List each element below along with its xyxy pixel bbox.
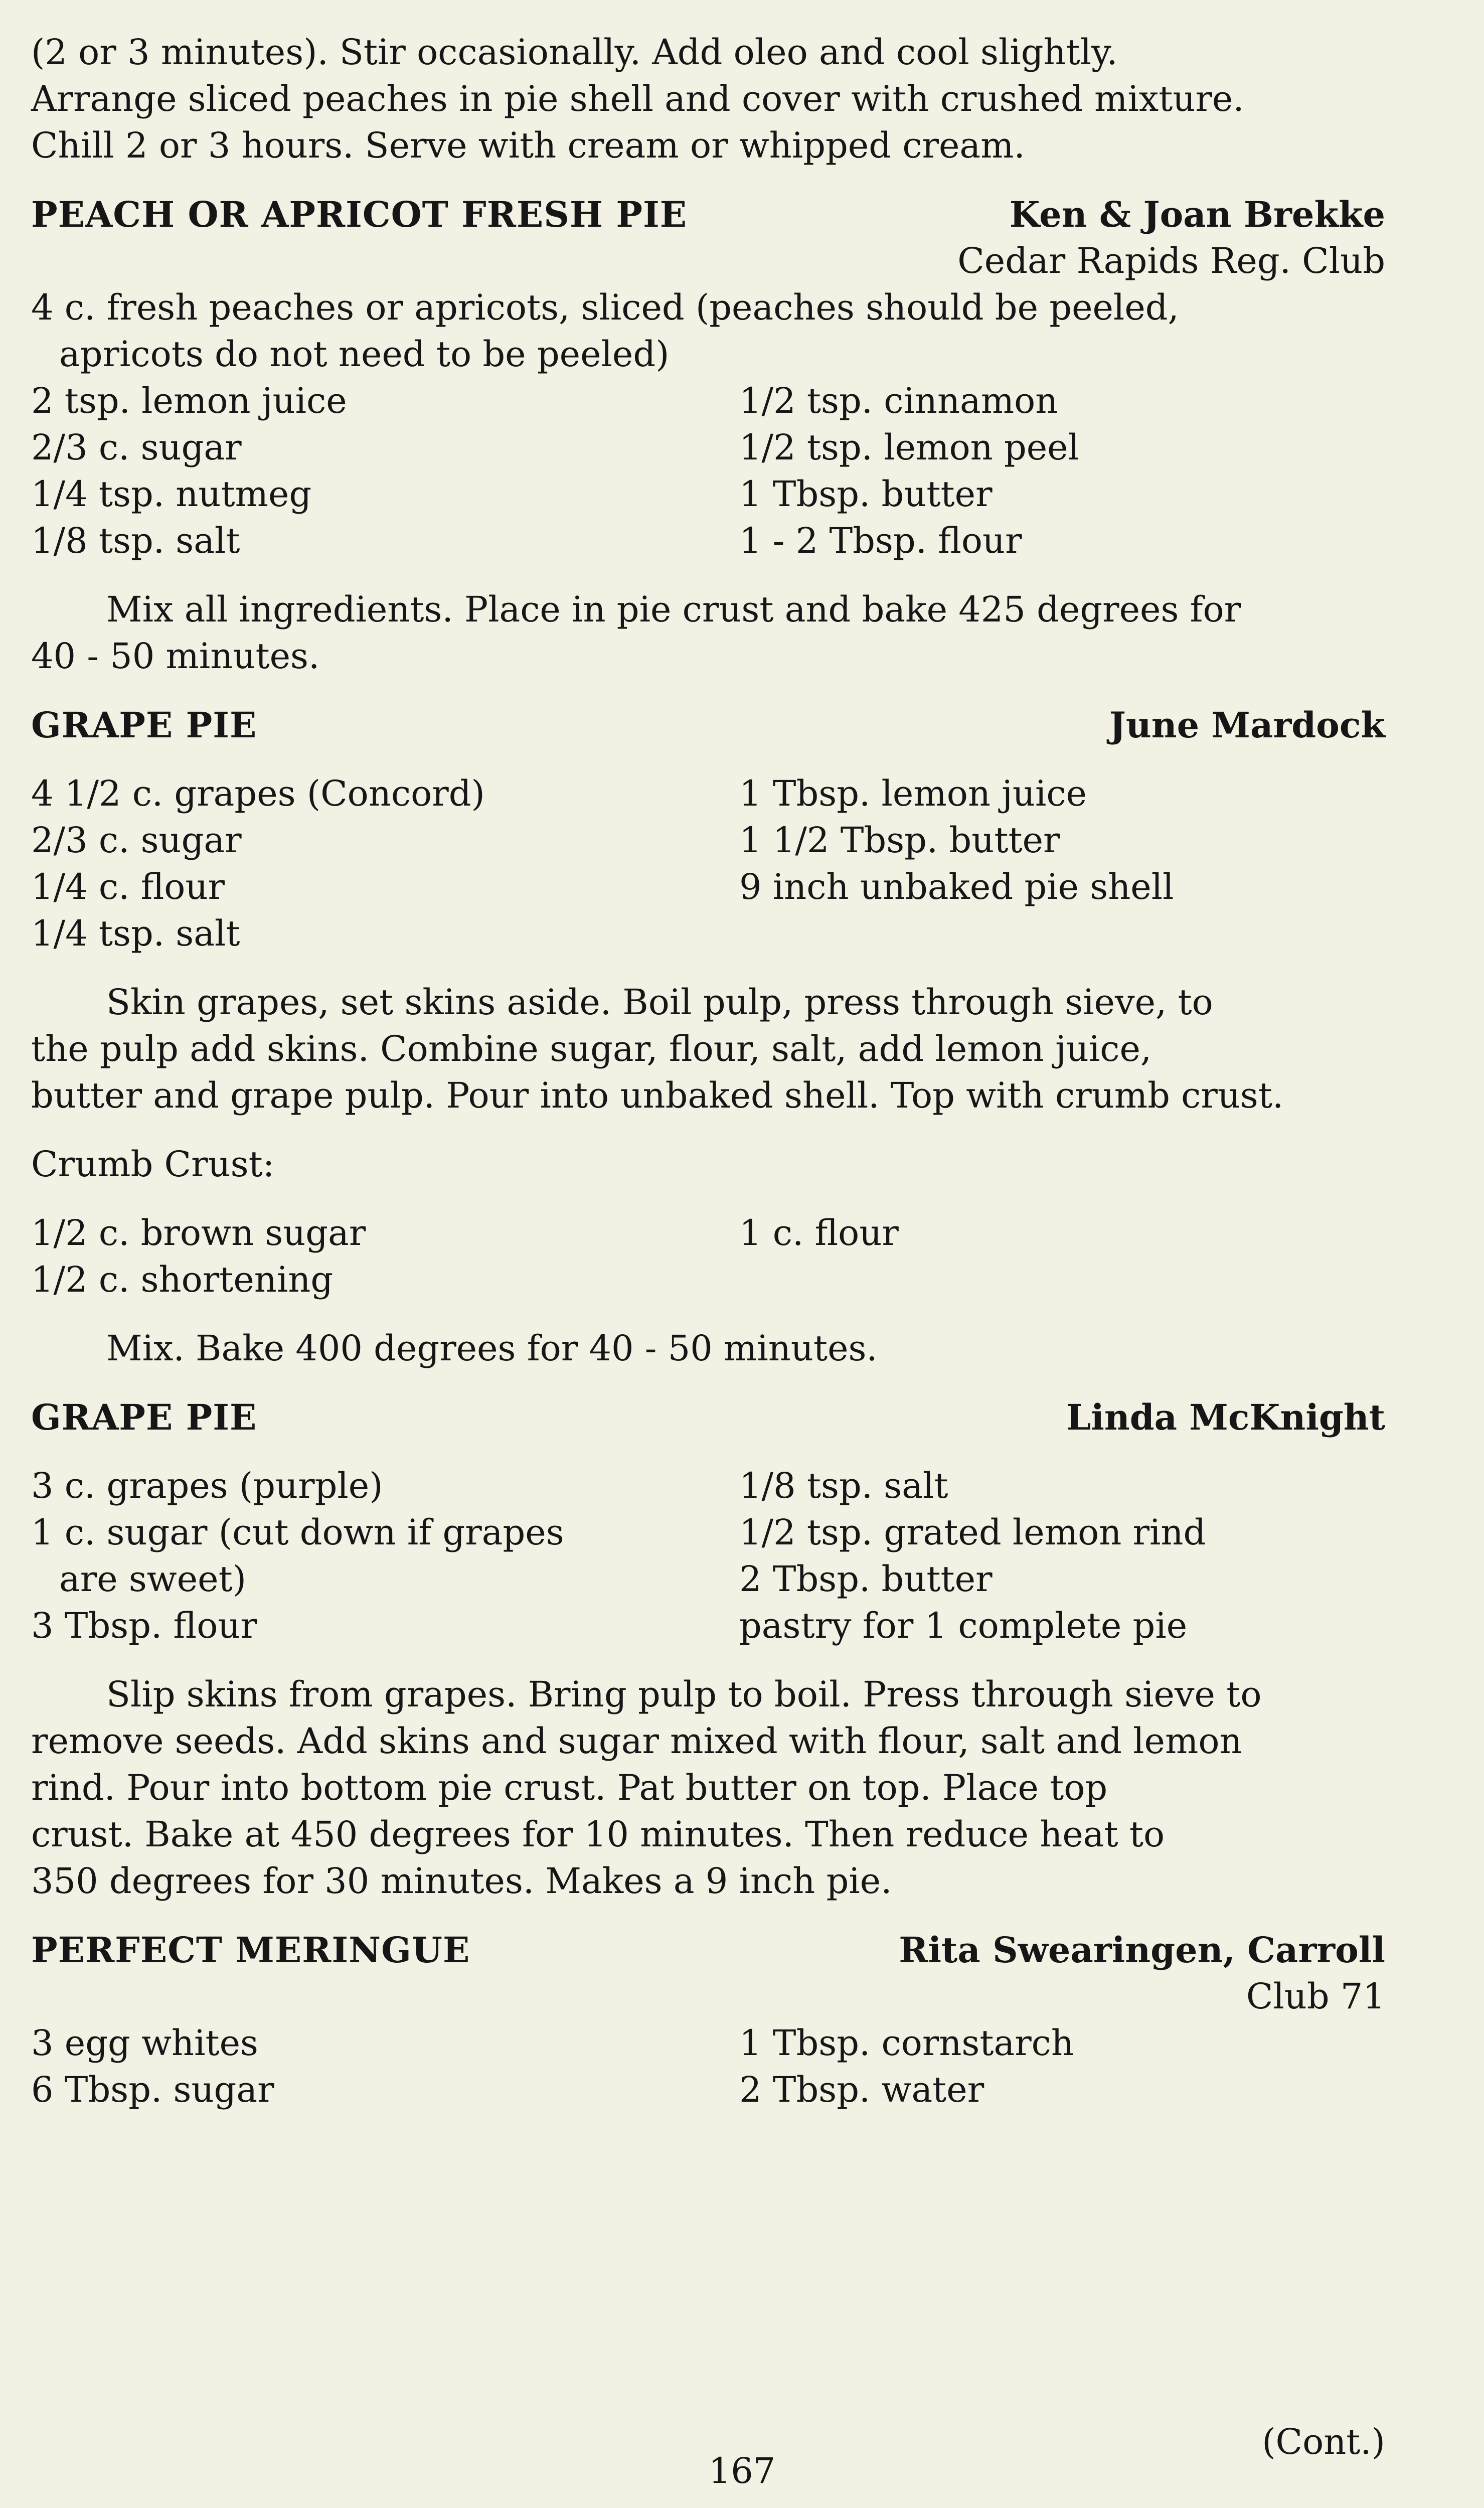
recipe-grape-pie-mcknight bbox=[31, 1394, 1385, 1905]
ingredient: 1/4 tsp. nutmeg bbox=[31, 474, 312, 515]
ingredient: 2 Tbsp. butter bbox=[739, 1558, 993, 1600]
recipe-author bbox=[899, 1927, 1385, 1973]
ingredient-column-right bbox=[739, 1210, 1385, 1303]
ingredient: 1 Tbsp. butter bbox=[739, 474, 993, 515]
ingredient-column-right bbox=[739, 378, 1385, 564]
ingredient-columns bbox=[31, 378, 1385, 564]
ingredient: 1 c. flour bbox=[739, 1212, 899, 1253]
ingredient-column-left bbox=[31, 378, 739, 564]
recipe-directions bbox=[31, 979, 1385, 1119]
recipe-author: Linda McKnight bbox=[1066, 1396, 1385, 1438]
recipe-author-name: Rita Swearingen, bbox=[899, 1929, 1235, 1971]
intro-paragraph bbox=[31, 29, 1385, 169]
ingredient-columns bbox=[31, 770, 1385, 957]
ingredient-columns bbox=[31, 1463, 1385, 1649]
ingredient: 1/4 c. flour bbox=[31, 866, 225, 907]
ingredient-full-line: apricots do not need to be peeled) bbox=[59, 334, 670, 375]
directions-line: Mix all ingredients. Place in pie crust and bake 425 degrees for bbox=[106, 589, 1241, 630]
ingredient: 1/2 c. shortening bbox=[31, 1259, 334, 1300]
directions-line: Slip skins from grapes. Bring pulp to boil. Press through sieve to bbox=[106, 1674, 1262, 1715]
directions-line: crust. Bake at 450 degrees for 10 minutes. Then reduce heat to bbox=[31, 1814, 1165, 1855]
directions-line: remove seeds. Add skins and sugar mixed with flour, salt and lemon bbox=[31, 1720, 1242, 1762]
recipe-title: GRAPE PIE bbox=[31, 1396, 257, 1438]
ingredient: 1 - 2 Tbsp. flour bbox=[739, 520, 1022, 561]
ingredient: 1 Tbsp. lemon juice bbox=[739, 773, 1087, 814]
ingredient: 1/2 tsp. grated lemon rind bbox=[739, 1512, 1206, 1553]
directions-line: 40 - 50 minutes. bbox=[31, 636, 320, 677]
ingredient: pastry for 1 complete pie bbox=[739, 1605, 1188, 1646]
directions-line: Skin grapes, set skins aside. Boil pulp, press through sieve, to bbox=[106, 982, 1213, 1023]
ingredient: 2 tsp. lemon juice bbox=[31, 380, 347, 421]
sub-directions: Mix. Bake 400 degrees for 40 - 50 minutes. bbox=[106, 1328, 878, 1369]
ingredient-column-right bbox=[739, 1463, 1385, 1649]
recipe-page bbox=[31, 29, 1385, 2113]
page-number: 167 bbox=[708, 2450, 776, 2491]
directions-line: rind. Pour into bottom pie crust. Pat butter on top. Place top bbox=[31, 1767, 1108, 1808]
ingredient: 6 Tbsp. sugar bbox=[31, 2069, 274, 2110]
recipe-header bbox=[31, 1394, 1385, 1441]
recipe-author-location: Carroll bbox=[1235, 1929, 1385, 1971]
recipe-directions bbox=[31, 1671, 1385, 1905]
sub-heading: Crumb Crust: bbox=[31, 1144, 275, 1185]
intro-line: Chill 2 or 3 hours. Serve with cream or whipped cream. bbox=[31, 125, 1025, 166]
recipe-grape-pie-mardock bbox=[31, 702, 1385, 1372]
ingredient-columns bbox=[31, 2020, 1385, 2113]
recipe-perfect-meringue bbox=[31, 1927, 1385, 2113]
ingredient: 2/3 c. sugar bbox=[31, 427, 242, 468]
recipe-title: PEACH OR APRICOT FRESH PIE bbox=[31, 194, 688, 235]
recipe-author: June Mardock bbox=[1109, 704, 1385, 746]
ingredient-column-left bbox=[31, 1463, 739, 1649]
recipe-title: GRAPE PIE bbox=[31, 704, 257, 746]
recipe-title: PERFECT MERINGUE bbox=[31, 1929, 470, 1971]
ingredient-column-right bbox=[739, 2020, 1385, 2113]
directions-line: 350 degrees for 30 minutes. Makes a 9 inch pie. bbox=[31, 1860, 892, 1902]
ingredient: 9 inch unbaked pie shell bbox=[739, 866, 1174, 907]
recipe-header bbox=[31, 191, 1385, 238]
recipe-header bbox=[31, 1927, 1385, 1973]
recipe-author: Ken & Joan Brekke bbox=[1009, 194, 1385, 235]
ingredient: 1/4 tsp. salt bbox=[31, 913, 240, 954]
ingredient-column-right bbox=[739, 770, 1385, 957]
ingredient: 3 c. grapes (purple) bbox=[31, 1465, 383, 1506]
ingredient: 1/2 tsp. cinnamon bbox=[739, 380, 1058, 421]
recipe-header bbox=[31, 702, 1385, 748]
ingredient: 2 Tbsp. water bbox=[739, 2069, 984, 2110]
recipe-peach-apricot-pie bbox=[31, 191, 1385, 680]
ingredient: are sweet) bbox=[59, 1558, 247, 1600]
ingredient: 1/2 c. brown sugar bbox=[31, 1212, 366, 1253]
recipe-club: Cedar Rapids Reg. Club bbox=[957, 240, 1385, 281]
ingredient: 1/8 tsp. salt bbox=[31, 520, 240, 561]
ingredient: 3 egg whites bbox=[31, 2022, 258, 2064]
ingredient: 4 1/2 c. grapes (Concord) bbox=[31, 773, 485, 814]
ingredient-column-left bbox=[31, 770, 739, 957]
ingredient-column-left bbox=[31, 2020, 739, 2113]
recipe-directions bbox=[31, 586, 1385, 680]
ingredient: 1 1/2 Tbsp. butter bbox=[739, 820, 1060, 861]
intro-line: Arrange sliced peaches in pie shell and cover with crushed mixture. bbox=[31, 78, 1244, 119]
ingredient-column-left bbox=[31, 1210, 739, 1303]
ingredient: 2/3 c. sugar bbox=[31, 820, 242, 861]
ingredient-full-line: 4 c. fresh peaches or apricots, sliced (peaches should be peeled, bbox=[31, 287, 1179, 328]
ingredient: 1/8 tsp. salt bbox=[739, 1465, 948, 1506]
ingredient: 1/2 tsp. lemon peel bbox=[739, 427, 1079, 468]
recipe-club: Club 71 bbox=[1246, 1976, 1385, 2017]
ingredient: 1 c. sugar (cut down if grapes bbox=[31, 1512, 564, 1553]
ingredient: 3 Tbsp. flour bbox=[31, 1605, 257, 1646]
intro-line: (2 or 3 minutes). Stir occasionally. Add oleo and cool slightly. bbox=[31, 32, 1118, 73]
ingredient: 1 Tbsp. cornstarch bbox=[739, 2022, 1074, 2064]
directions-line: the pulp add skins. Combine sugar, flour, salt, add lemon juice, bbox=[31, 1028, 1152, 1069]
directions-line: butter and grape pulp. Pour into unbaked shell. Top with crumb crust. bbox=[31, 1075, 1284, 1116]
continued-label: (Cont.) bbox=[1262, 2421, 1385, 2462]
crumb-crust-columns bbox=[31, 1210, 1385, 1303]
